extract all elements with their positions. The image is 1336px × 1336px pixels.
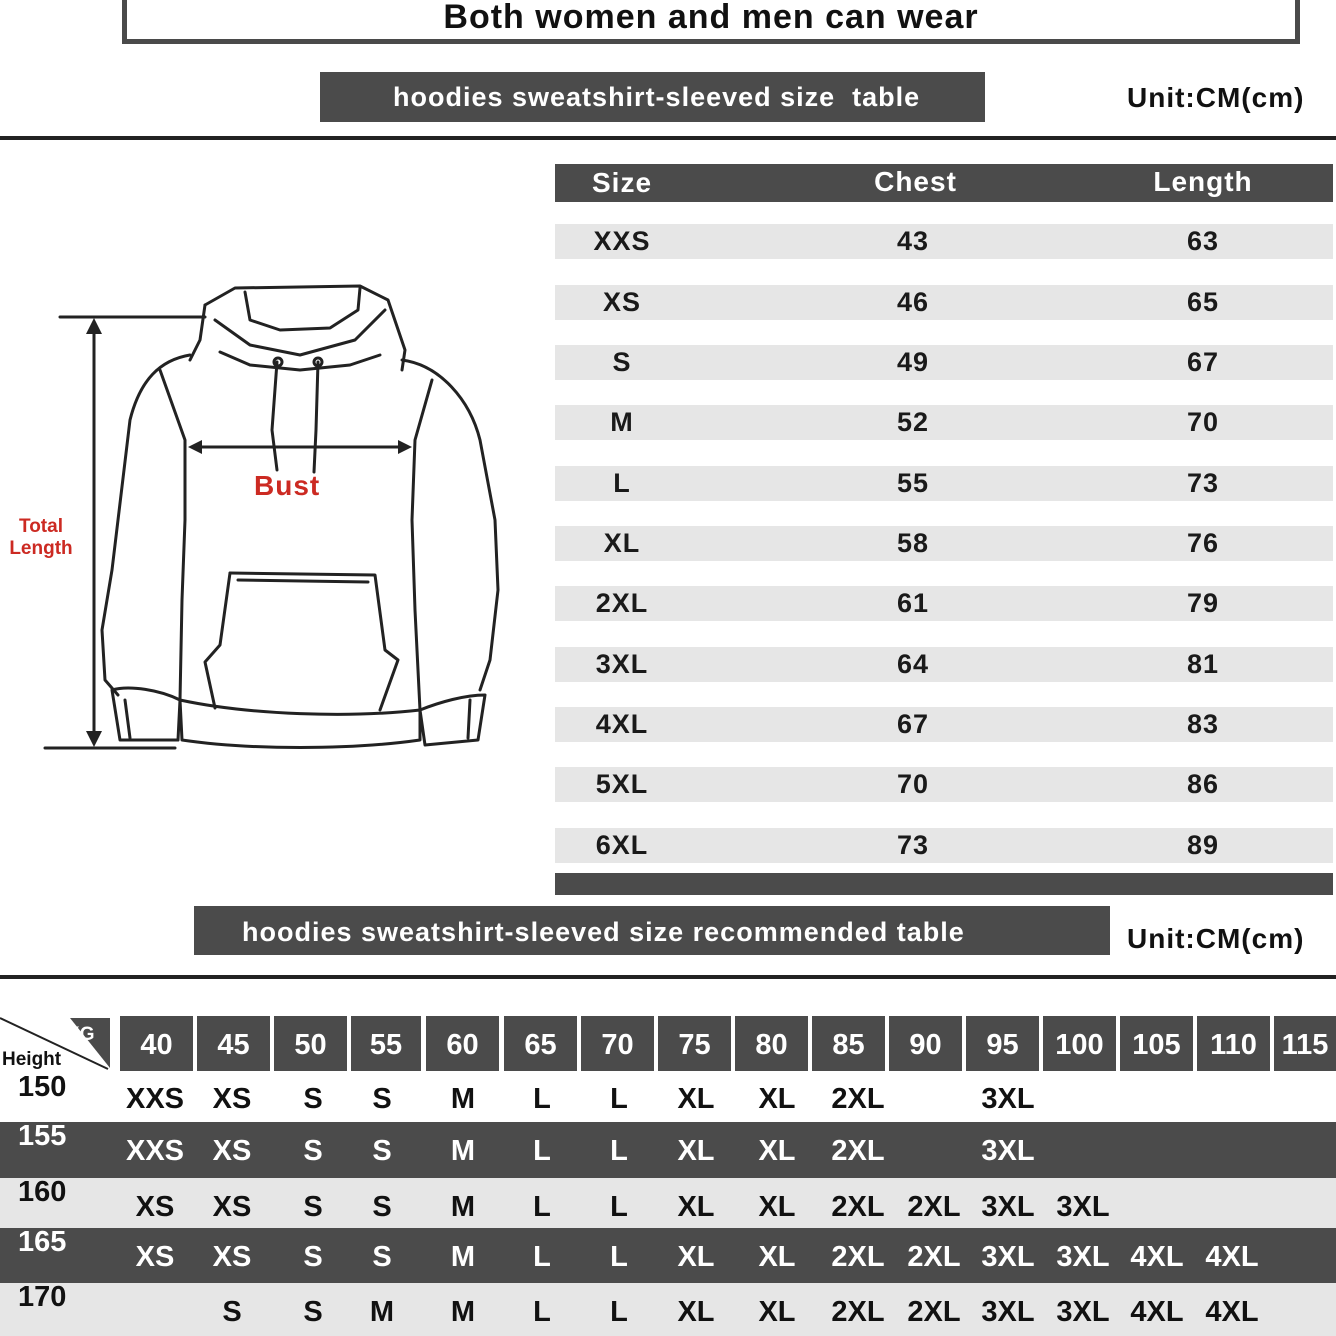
recommended-size-cell: 2XL <box>907 1296 961 1328</box>
height-cell: 170 <box>18 1281 67 1313</box>
recommended-size-cell: XXS <box>125 1083 185 1115</box>
length-cell: 81 <box>1186 649 1220 679</box>
chest-cell: 61 <box>896 588 930 618</box>
kg-header-cell: 75 <box>658 1016 731 1071</box>
recommended-size-cell: XS <box>135 1191 175 1223</box>
recommended-size-cell: S <box>372 1241 392 1273</box>
recommended-size-cell: 4XL <box>1205 1241 1259 1273</box>
size-cell: XL <box>603 528 641 558</box>
recommended-size-cell: L <box>533 1083 551 1115</box>
size-table-row <box>555 707 1333 742</box>
recommended-size-cell: L <box>610 1135 628 1167</box>
length-cell: 76 <box>1186 528 1220 558</box>
recommended-size-cell: XS <box>212 1135 252 1167</box>
hoodie-outline-icon <box>0 270 520 760</box>
size-table-banner-text: hoodies sweatshirt-sleeved size table <box>393 82 921 112</box>
recommended-table-row <box>0 1122 1336 1178</box>
recommended-size-cell: 2XL <box>831 1191 885 1223</box>
recommended-size-cell: 3XL <box>1056 1241 1110 1273</box>
recommended-size-cell: 3XL <box>981 1191 1035 1223</box>
recommended-size-cell: L <box>533 1191 551 1223</box>
chest-column-header: Chest <box>874 166 957 197</box>
recommended-size-cell: L <box>533 1296 551 1328</box>
recommended-size-cell: 2XL <box>831 1296 885 1328</box>
length-column-header: Length <box>1153 166 1253 197</box>
recommended-size-cell: XS <box>135 1241 175 1273</box>
chest-cell: 43 <box>896 226 930 256</box>
chest-cell: 55 <box>896 468 930 498</box>
recommended-size-cell: S <box>372 1135 392 1167</box>
corner-height-label: Height <box>2 1049 62 1070</box>
size-cell: M <box>610 407 634 437</box>
chest-cell: 46 <box>896 287 930 317</box>
chest-cell: 52 <box>896 407 930 437</box>
recommended-size-cell: L <box>533 1241 551 1273</box>
length-cell: 89 <box>1186 830 1220 860</box>
recommended-size-cell: 2XL <box>831 1241 885 1273</box>
recommended-size-cell: XL <box>677 1241 715 1273</box>
length-cell: 79 <box>1186 588 1220 618</box>
bust-label: Bust <box>254 470 321 501</box>
recommended-size-cell: XL <box>758 1083 796 1115</box>
recommended-size-cell: S <box>303 1083 323 1115</box>
size-cell: L <box>613 468 631 498</box>
recommended-size-cell: S <box>372 1191 392 1223</box>
chest-cell: 58 <box>896 528 930 558</box>
size-cell: 3XL <box>595 649 649 679</box>
length-cell: 65 <box>1186 287 1220 317</box>
hoodie-diagram <box>0 270 520 765</box>
recommended-size-cell: S <box>372 1083 392 1115</box>
size-table-banner <box>320 72 985 122</box>
recommended-size-cell: 2XL <box>831 1135 885 1167</box>
kg-header-cell: 85 <box>812 1016 885 1071</box>
length-cell: 83 <box>1186 709 1220 739</box>
recommended-size-cell: XL <box>758 1241 796 1273</box>
length-cell: 73 <box>1186 468 1220 498</box>
kg-header-cell: 70 <box>581 1016 654 1071</box>
kg-header-cell: 45 <box>197 1016 270 1071</box>
size-table-row <box>555 586 1333 621</box>
recommended-table-row <box>0 1073 1336 1122</box>
recommended-size-cell: 3XL <box>1056 1296 1110 1328</box>
recommended-table-banner-text: hoodies sweatshirt-sleeved size recommended table <box>242 917 965 947</box>
recommended-size-cell: XL <box>677 1083 715 1115</box>
recommended-size-cell: 3XL <box>981 1241 1035 1273</box>
length-cell: 63 <box>1186 226 1220 256</box>
recommended-table-row <box>0 1228 1336 1283</box>
kg-header-cell: 65 <box>504 1016 577 1071</box>
kg-header-cell: 90 <box>889 1016 962 1071</box>
total-length-label-line2: Length <box>9 538 73 559</box>
chest-cell: 67 <box>896 709 930 739</box>
recommended-table-row <box>0 1178 1336 1228</box>
recommended-size-cell: S <box>303 1135 323 1167</box>
kg-header-cell: 60 <box>426 1016 499 1071</box>
table-corner <box>0 1016 110 1071</box>
size-table-unit: Unit:CM(cm) <box>1127 82 1305 113</box>
height-cell: 150 <box>18 1071 67 1103</box>
recommended-size-cell: XL <box>677 1296 715 1328</box>
recommended-size-cell: 4XL <box>1205 1296 1259 1328</box>
total-length-label-line1: Total <box>19 516 63 537</box>
size-table-row <box>555 828 1333 863</box>
recommended-size-cell: S <box>303 1241 323 1273</box>
recommended-size-cell: L <box>533 1135 551 1167</box>
recommended-size-cell: 2XL <box>831 1083 885 1115</box>
size-table-row <box>555 405 1333 440</box>
recommended-size-cell: L <box>610 1191 628 1223</box>
recommended-size-cell: 3XL <box>1056 1191 1110 1223</box>
chest-cell: 73 <box>896 830 930 860</box>
recommended-size-cell: 2XL <box>907 1191 961 1223</box>
size-cell: 5XL <box>595 769 649 799</box>
recommended-size-cell: 3XL <box>981 1296 1035 1328</box>
chest-cell: 64 <box>896 649 930 679</box>
recommended-size-cell: L <box>610 1296 628 1328</box>
corner-kg-label: KG <box>66 1024 95 1045</box>
recommended-size-cell: XL <box>758 1135 796 1167</box>
divider <box>0 975 1336 979</box>
size-cell: XXS <box>593 226 651 256</box>
size-table-row <box>555 285 1333 320</box>
recommended-size-cell: XL <box>758 1191 796 1223</box>
kg-header-cell: 115 <box>1274 1016 1336 1071</box>
size-table-footer-bar <box>555 873 1333 895</box>
recommended-size-cell: M <box>450 1135 476 1167</box>
kg-header-cell: 100 <box>1043 1016 1116 1071</box>
recommended-size-cell: L <box>610 1241 628 1273</box>
length-cell: 86 <box>1186 769 1220 799</box>
recommended-size-cell: 3XL <box>981 1083 1035 1115</box>
size-table-row <box>555 647 1333 682</box>
size-table-row <box>555 767 1333 802</box>
size-table-row <box>555 466 1333 501</box>
recommended-table-unit: Unit:CM(cm) <box>1127 923 1305 954</box>
recommended-size-cell: M <box>450 1083 476 1115</box>
size-table-row <box>555 224 1333 259</box>
recommended-size-cell: XS <box>212 1191 252 1223</box>
recommended-size-cell: M <box>450 1191 476 1223</box>
kg-header-cell: 55 <box>351 1016 421 1071</box>
kg-header-cell: 80 <box>735 1016 808 1071</box>
divider <box>0 136 1336 140</box>
size-table-row <box>555 345 1333 380</box>
recommended-size-cell: XL <box>758 1296 796 1328</box>
recommended-size-cell: S <box>303 1191 323 1223</box>
recommended-size-cell: XL <box>677 1135 715 1167</box>
height-cell: 155 <box>18 1120 67 1152</box>
recommended-size-cell: M <box>450 1296 476 1328</box>
size-cell: 2XL <box>595 588 649 618</box>
page-title: Both women and men can wear <box>122 0 1300 44</box>
recommended-size-cell: M <box>369 1296 395 1328</box>
size-cell: 6XL <box>595 830 649 860</box>
size-cell: S <box>612 347 632 377</box>
kg-header-cell: 95 <box>966 1016 1039 1071</box>
recommended-size-cell: 2XL <box>907 1241 961 1273</box>
recommended-size-cell: 4XL <box>1130 1296 1184 1328</box>
size-cell: 4XL <box>595 709 649 739</box>
height-cell: 160 <box>18 1176 67 1208</box>
kg-header-cell: 50 <box>274 1016 347 1071</box>
size-cell: XS <box>602 287 642 317</box>
kg-header-cell: 110 <box>1197 1016 1270 1071</box>
kg-header-cell: 105 <box>1120 1016 1193 1071</box>
chest-cell: 70 <box>896 769 930 799</box>
recommended-size-cell: XXS <box>125 1135 185 1167</box>
kg-header-cell: 40 <box>120 1016 193 1071</box>
recommended-size-cell: XS <box>212 1083 252 1115</box>
total-length-label <box>4 516 78 560</box>
chest-cell: 49 <box>896 347 930 377</box>
recommended-size-cell: 3XL <box>981 1135 1035 1167</box>
recommended-size-cell: XL <box>677 1191 715 1223</box>
recommended-size-cell: S <box>303 1296 323 1328</box>
recommended-size-cell: S <box>222 1296 242 1328</box>
size-table-row <box>555 526 1333 561</box>
recommended-size-cell: L <box>610 1083 628 1115</box>
recommended-table-banner <box>194 906 1110 955</box>
recommended-size-cell: XS <box>212 1241 252 1273</box>
length-cell: 67 <box>1186 347 1220 377</box>
recommended-size-cell: 4XL <box>1130 1241 1184 1273</box>
length-cell: 70 <box>1186 407 1220 437</box>
recommended-table-row <box>0 1283 1336 1336</box>
size-table-header <box>555 164 1333 202</box>
recommended-size-cell: M <box>450 1241 476 1273</box>
height-cell: 165 <box>18 1226 67 1258</box>
size-column-header: Size <box>591 167 653 198</box>
